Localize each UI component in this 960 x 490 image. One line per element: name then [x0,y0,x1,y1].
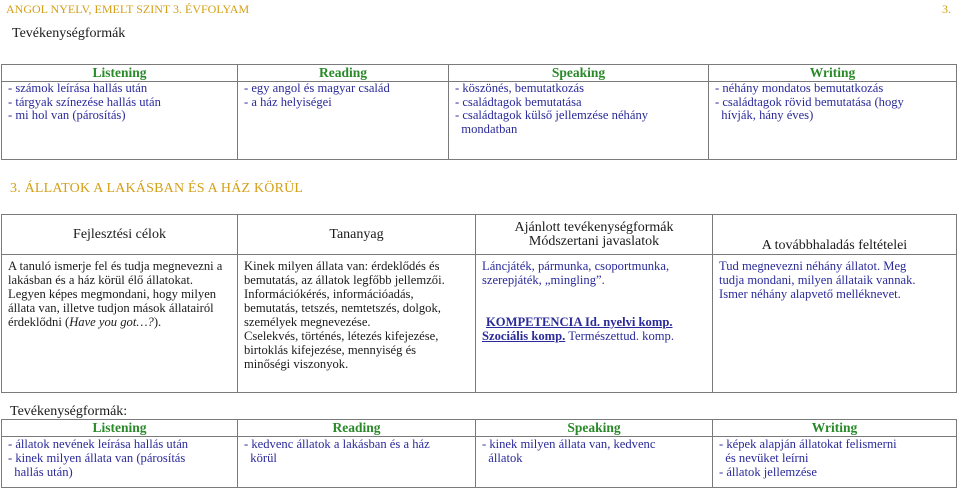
list-item: - számok leírása hallás után [8,81,148,95]
header-activities-line1: Ajánlott tevékenységformák [514,219,674,235]
writing-cell [709,82,957,160]
curriculum-line: bemutatás, tetszés, nemtetszés, dolgok, [244,301,441,315]
curriculum-cell [238,255,476,393]
section-title-2: Tevékenységformák: [10,404,128,419]
goals-cell [2,255,238,393]
list-item: - családtagok bemutatása [455,94,582,109]
list-item: hallás után) [8,465,73,479]
speaking-cell [449,82,709,160]
section-3-title: 3. ÁLLATOK A LAKÁSBAN ÉS A HÁZ KÖRÜL [10,181,304,196]
competence-social: Szociális komp. [482,329,566,343]
goals-text-em: Have you got…? [69,315,154,329]
reading-cell [238,82,449,160]
list-item: - tárgyak színezése hallás után [8,94,161,109]
list-item: állatok [482,451,523,465]
header-activities [476,215,713,255]
competence-science: Természettud. komp. [565,329,674,343]
competence-line-2 [482,329,712,343]
skills-table-1 [1,64,957,160]
spacer [482,287,712,315]
header-speaking: Speaking [476,420,713,437]
list-item: és nevüket leírni [719,451,809,465]
activities-line: szerepjáték, „mingling”. [482,273,605,287]
header-curriculum: Tananyag [238,215,476,255]
goals-text: A tanuló ismerje fel és tudja megnevezni a lakásban és a ház körül élő állatokat. Legyen képes megmondani, hogy milyen állata van, illetve tudjon mások állatairól érdeklődni ( [8,259,223,329]
header-writing: Writing [709,65,957,82]
reading-cell [238,437,476,488]
progress-line: Ismer néhány alapvető melléknevet. [719,287,901,301]
planning-table [1,214,957,393]
list-item: - kinek milyen állata van, kedvenc [482,437,656,451]
header-progress-text: A továbbhaladás feltételei [761,238,908,253]
header-speaking: Speaking [449,65,709,82]
listening-cell [2,82,238,160]
curriculum-line: minőségi viszonyok. [244,357,349,371]
header-listening: Listening [2,65,238,82]
activities-cell [476,255,713,393]
curriculum-line: Kinek milyen állata van: érdeklődés és [244,259,440,273]
header-development-goals: Fejlesztési célok [2,215,238,255]
progress-line: Tud megnevezni néhány állatot. Meg [719,259,907,273]
list-item: - köszönés, bemutatkozás [455,81,585,95]
header-progress-conditions [713,215,957,255]
header-writing: Writing [713,420,957,437]
list-item: - állatok jellemzése [719,465,817,479]
list-item: - családtagok külső jellemzése néhány [455,108,649,122]
curriculum-line: Információkérés, információadás, [244,287,414,301]
list-item: mondatban [455,121,518,136]
progress-line: tudja mondani, milyen állataik vannak. [719,273,916,287]
writing-cell [713,437,957,488]
curriculum-line: Cselekvés, történés, létezés kifejezése, [244,329,439,343]
list-item: - a ház helyiségei [244,94,332,109]
skills-table-2 [1,419,957,488]
activities-line: Láncjáték, pármunka, csoportmunka, [482,259,670,273]
list-item: hívják, hány éves) [715,108,814,122]
list-item: - állatok nevének leírása hallás után [8,437,189,451]
list-item: - kedvenc állatok a lakásban és a ház [244,437,430,451]
list-item: - egy angol és magyar család [244,81,390,95]
list-item: - mi hol van (párosítás) [8,108,126,122]
header-listening: Listening [2,420,238,437]
header-left: ANGOL NYELV, EMELT SZINT 3. ÉVFOLYAM [6,2,250,16]
list-item: körül [244,451,277,465]
progress-cell [713,255,957,393]
page-number: 3. [942,2,951,16]
competence-line-1: KOMPETENCIA Id. nyelvi komp. [486,315,673,329]
curriculum-line: bemutatás, az állatok legfőbb jellemzői. [244,273,445,287]
listening-cell [2,437,238,488]
header-reading: Reading [238,65,449,82]
curriculum-line: birtoklás kifejezése, mennyiség és [244,343,417,357]
speaking-cell [476,437,713,488]
list-item: - néhány mondatos bemutatkozás [715,81,884,95]
header-activities-line2: Módszertani javaslatok [528,233,660,249]
section-title: Tevékenységformák [12,26,126,41]
goals-text-end: ). [153,315,162,329]
list-item: - képek alapján állatokat felismerni [719,437,897,451]
list-item: - családtagok rövid bemutatása (hogy [715,94,904,109]
list-item: - kinek milyen állata van (párosítás [8,451,186,465]
header-reading: Reading [238,420,476,437]
curriculum-line: személyek megnevezése. [244,315,371,329]
page-header [6,2,956,18]
